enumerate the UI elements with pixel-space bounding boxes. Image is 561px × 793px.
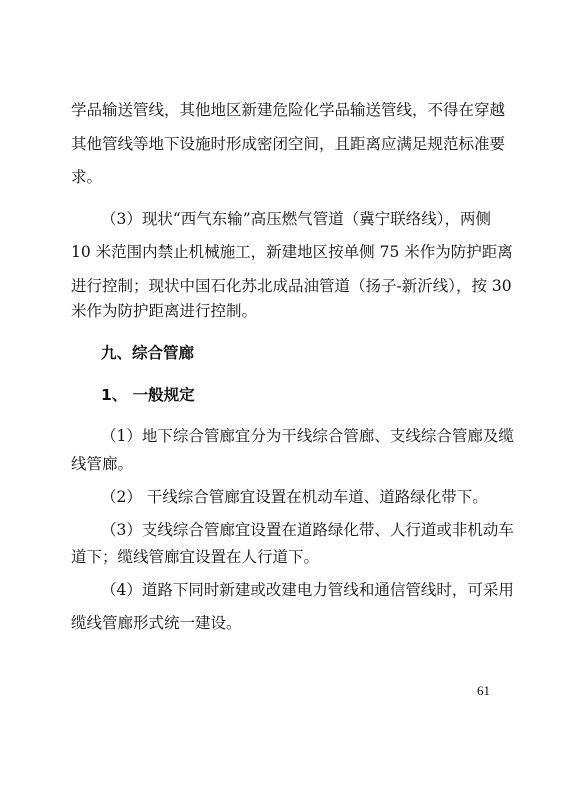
list-item-line: （2） 干线综合管廊宜设置在机动车道、道路绿化带下。 [101, 488, 488, 506]
section-heading: 九、综合管廊 [101, 344, 195, 362]
list-item-line: 缆线管廊形式统一建设。 [71, 614, 242, 632]
paragraph-line: 其他管线等地下设施时形成密闭空间，且距离应满足规范标准要 [71, 135, 506, 153]
subsection-heading: 1、 一般规定 [101, 386, 195, 404]
list-item-line: （4）道路下同时新建或改建电力管线和通信管线时，可采用 [101, 581, 514, 599]
list-item-line: 道下；缆线管廊宜设置在人行道下。 [71, 548, 320, 566]
page-number: 61 [477, 683, 490, 698]
list-item-line: 线管廊。 [71, 455, 134, 473]
paragraph-line: （3）现状“西气东输”高压燃气管道（冀宁联络线），两侧 [101, 210, 491, 228]
list-item-line: （3）支线综合管廊宜设置在道路绿化带、人行道或非机动车 [101, 521, 514, 539]
list-item-line: （1）地下综合管廊宜分为干线综合管廊、支线综合管廊及缆 [101, 427, 514, 445]
paragraph-line: 学品输送管线，其他地区新建危险化学品输送管线，不得在穿越 [71, 101, 506, 119]
paragraph-line: 10 米范围内禁止机械施工，新建地区按单侧 75 米作为防护距离 [71, 243, 513, 261]
paragraph-line: 米作为防护距离进行控制。 [71, 302, 258, 320]
paragraph-line: 进行控制；现状中国石化苏北成品油管道（扬子-新沂线），按 30 [71, 277, 512, 295]
paragraph-line: 求。 [71, 168, 103, 186]
